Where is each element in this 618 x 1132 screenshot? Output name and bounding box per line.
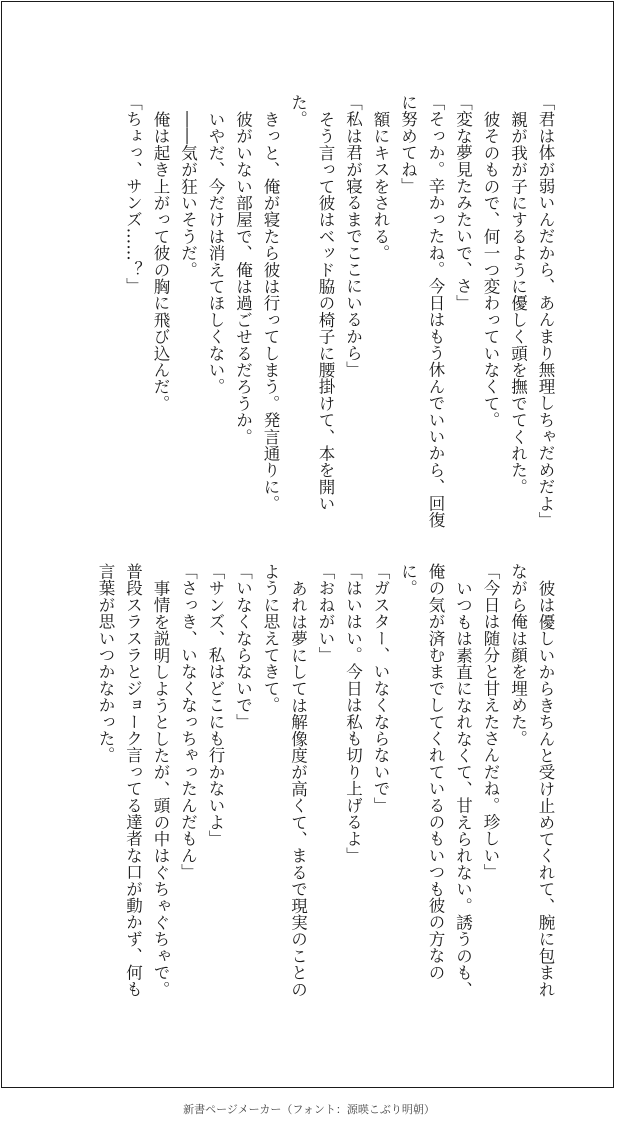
paragraph: 「いなくならないで」 [233,563,253,730]
paragraph: 親が我が子にするように優しく頭を撫でてくれた。 [508,110,528,495]
paragraph: きっと、俺が寝たら彼は行ってしまう。発言通りに。 [261,110,280,512]
paragraph: あれは夢にしては解像度が高くて、まるで現実のことのように思えてきて。 [261,563,308,997]
page-frame [1,1,614,1088]
paragraph: 「ガスター、いなくならないで」 [371,563,390,814]
paragraph: 「サンズ、私はどこにも行かないよ」 [206,563,225,847]
paragraph: 彼がいない部屋で、俺は過ごせるだろうか。 [233,110,253,445]
paragraph: 「君は体が弱いんだから、あんまり無理しちゃだめだよ」 [536,94,555,529]
paragraph: 「おねがい」 [316,563,335,664]
paragraph: 彼は優しいからきちんと受け止めてくれて、腕に包まれながら俺は顔を埋めた。 [508,563,555,997]
paragraph: いやだ、今だけは消えてほしくない。 [206,110,225,395]
paragraph: ――気が狂いそうだ。 [178,110,198,278]
paragraph: いつもは素直になれなくて、甘えられない。誘うのも、俺の気が済むまでしてくれているのもいつも彼の方なのに。 [398,563,473,997]
text-block-bottom [92,563,560,1013]
paragraph: 「私は君が寝るまでここにいるから」 [343,94,363,378]
paragraph: 「今日は随分と甘えたさんだね。珍しい」 [481,563,500,881]
footer-credit: 新書ページメーカー（フォント：源暎こぶり明朝） [183,1103,435,1116]
paragraph: 「そっか。辛かったね。今日はもう休んでいいから、回復に努めてね」 [398,94,445,529]
paragraph: 彼そのもので、何一つ変わっていなくて。 [481,110,500,428]
paragraph: 額にキスをされる。 [371,110,390,261]
paragraph: 「変な夢見たみたいで、さ」 [453,94,473,312]
paragraph: 「はいはい。今日は私も切り上げるよ」 [343,563,363,864]
paragraph: 「さっき、いなくなっちゃったんだもん」 [178,563,198,881]
text-block-top [119,94,559,544]
paragraph: 事情を説明しようとしたが、頭の中はぐちゃぐちゃで。普段スラスラとジョーク言ってる達者な口が動かず、何も言葉が思いつかなかった。 [96,563,170,998]
paragraph: そう言って彼はベッド脇の椅子に腰掛けて、本を開いた。 [288,94,335,512]
paragraph: 「ちょっ、サンズ……？」 [123,94,143,295]
paragraph: 俺は起き上がって彼の胸に飛び込んだ。 [151,110,170,412]
